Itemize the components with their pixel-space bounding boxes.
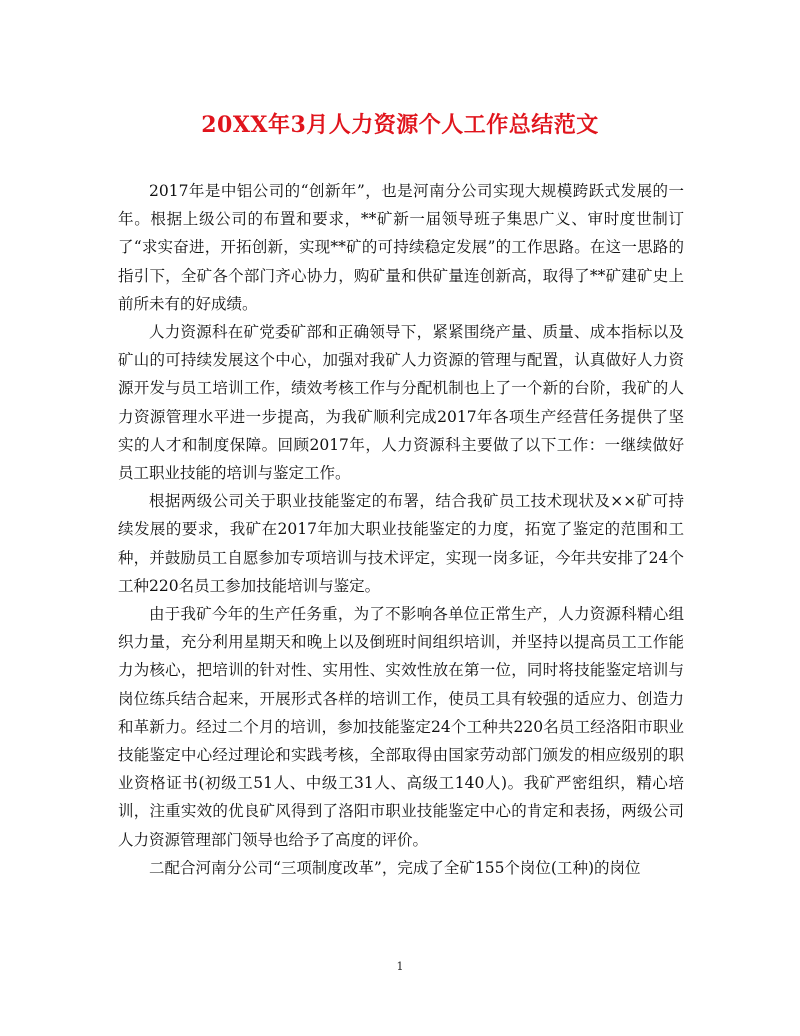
paragraph-1: 2017年是中铝公司的“创新年”，也是河南分公司实现大规模跨跃式发展的一年。根据上级公司的布置和要求，**矿新一届领导班子集思广义、审时度世制订了“求实奋进，开拓创新，实现**矿的可持续稳定发展”的工作思路。在这一思路的指引下，全矿各个部门齐心协力，购矿量和供矿量连创新高，取得了**矿建矿史上前所未有的好成绩。: [118, 182, 684, 313]
document-title: 20XX年3月人力资源个人工作总结范文: [201, 112, 599, 138]
paragraph-4: 由于我矿今年的生产任务重，为了不影响各单位正常生产，人力资源科精心组织力量，充分利用星期天和晚上以及倒班时间组织培训，并坚持以提高员工工作能力为核心，把培训的针对性、实用性、实效性放在第一位，同时将技能鉴定培训与岗位练兵结合起来，开展形式各样的培训工作，使员工具有较强的适应力、创造力和革新力。经过二个月的培训，参加技能鉴定24个工种共220名员工经洛阳市职业技能鉴定中心经过理论和实践考核，全部取得由国家劳动部门颁发的相应级别的职业资格证书(初级工51人、中级工31人、高级工140人)。我矿严密组织，精心培训，注重实效的优良矿风得到了洛阳市职业技能鉴定中心的肯定和表扬，两级公司人力资源管理部门领导也给予了高度的评价。: [118, 605, 684, 849]
paragraph-5: 二配合河南分公司“三项制度改革”，完成了全矿155个岗位(工种)的岗位: [149, 858, 641, 877]
document-body: [118, 177, 684, 882]
paragraph-2: 人力资源科在矿党委矿部和正确领导下，紧紧围绕产量、质量、成本指标以及矿山的可持续发展这个中心，加强对我矿人力资源的管理与配置，认真做好人力资源开发与员工培训工作，绩效考核工作与分配机制也上了一个新的台阶，我矿的人力资源管理水平进一步提高，为我矿顺利完成2017年各项生产经营任务提供了坚实的人才和制度保障。回顾2017年，人力资源科主要做了以下工作：一继续做好员工职业技能的培训与鉴定工作。: [118, 323, 684, 483]
paragraph-3: 根据两级公司关于职业技能鉴定的布署，结合我矿员工技术现状及××矿可持续发展的要求，我矿在2017年加大职业技能鉴定的力度，拓宽了鉴定的范围和工种，并鼓励员工自愿参加专项培训与技术评定，实现一岗多证，今年共安排了24个工种220名员工参加技能培训与鉴定。: [118, 492, 684, 595]
page-number: 1: [396, 960, 404, 973]
